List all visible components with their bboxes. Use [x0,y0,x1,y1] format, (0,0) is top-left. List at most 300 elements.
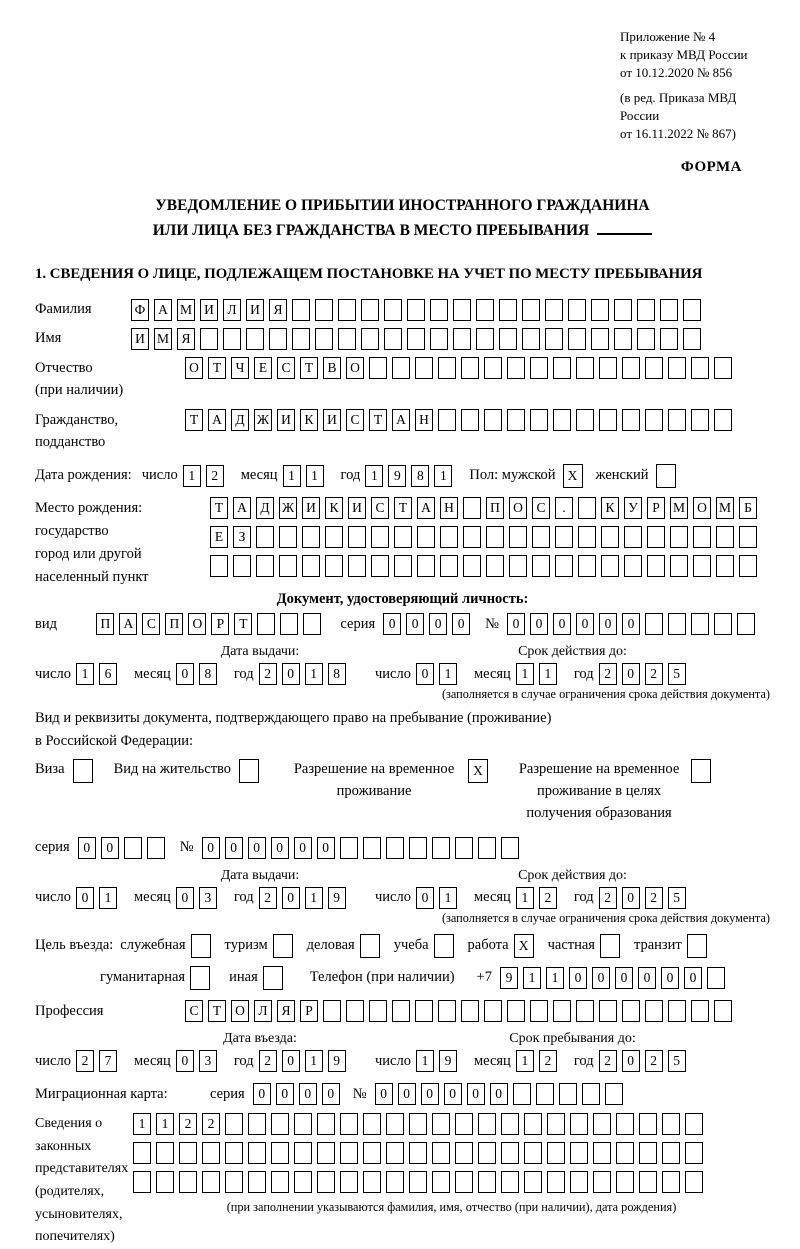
char-cell-filled[interactable]: 0 [202,837,220,859]
char-cell-filled[interactable]: 2 [599,887,617,909]
char-cell-empty[interactable] [361,299,379,321]
char-cell-filled[interactable]: И [200,299,218,321]
char-cell-empty[interactable] [430,299,448,321]
char-cell-empty[interactable] [455,1171,473,1193]
char-cell-empty[interactable] [417,526,435,548]
char-cell-filled[interactable]: С [185,1000,203,1022]
char-cell-filled[interactable]: Т [369,409,387,431]
char-cell-empty[interactable] [233,555,251,577]
char-cell-filled[interactable]: Ф [131,299,149,321]
char-cell-empty[interactable] [415,357,433,379]
char-cell-empty[interactable] [547,1113,565,1135]
char-cell-empty[interactable] [499,299,517,321]
char-cell-filled[interactable]: К [325,497,343,519]
char-cell-empty[interactable] [591,328,609,350]
char-cell-empty[interactable] [599,1000,617,1022]
char-cell-filled[interactable]: 0 [398,1083,416,1105]
char-cell-empty[interactable] [716,555,734,577]
char-cell-empty[interactable] [714,409,732,431]
char-cell-empty[interactable] [691,759,711,783]
char-cell-empty[interactable] [486,526,504,548]
char-cell-empty[interactable] [200,328,218,350]
char-cell-empty[interactable] [693,526,711,548]
char-cell-empty[interactable] [325,555,343,577]
char-cell-filled[interactable]: Я [177,328,195,350]
char-cell-filled[interactable]: И [323,409,341,431]
char-cell-empty[interactable] [501,1171,519,1193]
char-cell-empty[interactable] [530,357,548,379]
char-cell-empty[interactable] [668,613,686,635]
char-cell-empty[interactable] [461,409,479,431]
char-cell-empty[interactable] [271,1113,289,1135]
char-cell-filled[interactable]: 8 [411,465,429,487]
char-cell-filled[interactable]: 2 [202,1113,220,1135]
char-cell-empty[interactable] [605,1083,623,1105]
char-cell-empty[interactable] [478,1113,496,1135]
char-cell-filled[interactable]: Т [208,1000,226,1022]
char-cell-empty[interactable] [323,1000,341,1022]
char-cell-empty[interactable] [363,1113,381,1135]
char-cell-filled[interactable]: 0 [553,613,571,635]
char-cell-filled[interactable]: 2 [599,663,617,685]
char-cell-empty[interactable] [248,1142,266,1164]
char-cell-filled[interactable]: Р [211,613,229,635]
char-cell-empty[interactable] [507,409,525,431]
char-cell-filled[interactable]: 9 [328,887,346,909]
char-cell-empty[interactable] [273,934,293,958]
char-cell-filled[interactable]: 1 [439,887,457,909]
char-cell-empty[interactable] [340,837,358,859]
char-cell-empty[interactable] [478,1171,496,1193]
char-cell-filled[interactable]: 1 [283,465,301,487]
char-cell-empty[interactable] [463,497,481,519]
char-cell-filled[interactable]: Ч [231,357,249,379]
char-cell-filled[interactable]: 3 [199,1050,217,1072]
char-cell-empty[interactable] [614,328,632,350]
char-cell-empty[interactable] [271,1171,289,1193]
char-cell-empty[interactable] [714,613,732,635]
char-cell-empty[interactable] [338,328,356,350]
char-cell-empty[interactable] [547,1171,565,1193]
char-cell-empty[interactable] [369,1000,387,1022]
char-cell-empty[interactable] [348,526,366,548]
char-cell-filled[interactable]: И [348,497,366,519]
char-cell-empty[interactable] [256,526,274,548]
char-cell-filled[interactable]: . [555,497,573,519]
char-cell-filled[interactable]: 2 [259,663,277,685]
char-cell-empty[interactable] [691,357,709,379]
char-cell-filled[interactable]: 0 [375,1083,393,1105]
char-cell-filled[interactable]: О [231,1000,249,1022]
char-cell-empty[interactable] [363,837,381,859]
char-cell-empty[interactable] [637,328,655,350]
char-cell-empty[interactable] [639,1113,657,1135]
char-cell-empty[interactable] [739,526,757,548]
char-cell-empty[interactable] [392,357,410,379]
char-cell-empty[interactable] [645,613,663,635]
char-cell-empty[interactable] [524,1113,542,1135]
char-cell-empty[interactable] [179,1171,197,1193]
char-cell-filled[interactable]: 0 [416,663,434,685]
char-cell-empty[interactable] [582,1083,600,1105]
char-cell-empty[interactable] [501,837,519,859]
char-cell-empty[interactable] [279,555,297,577]
char-cell-empty[interactable] [553,357,571,379]
char-cell-filled[interactable]: 9 [328,1050,346,1072]
char-cell-empty[interactable] [576,409,594,431]
char-cell-empty[interactable] [622,1000,640,1022]
char-cell-filled[interactable]: С [532,497,550,519]
char-cell-filled[interactable]: М [716,497,734,519]
char-cell-empty[interactable] [662,1171,680,1193]
char-cell-empty[interactable] [593,1171,611,1193]
char-cell-empty[interactable] [593,1142,611,1164]
char-cell-filled[interactable]: 0 [276,1083,294,1105]
char-cell-empty[interactable] [438,409,456,431]
char-cell-empty[interactable] [576,357,594,379]
char-cell-empty[interactable] [409,1113,427,1135]
char-cell-empty[interactable] [302,526,320,548]
char-cell-empty[interactable] [714,357,732,379]
char-cell-filled[interactable]: 2 [599,1050,617,1072]
char-cell-filled[interactable]: 0 [530,613,548,635]
char-cell-empty[interactable] [616,1113,634,1135]
char-cell-empty[interactable] [509,526,527,548]
char-cell-empty[interactable] [360,934,380,958]
char-cell-empty[interactable] [340,1142,358,1164]
char-cell-filled[interactable]: 1 [546,967,564,989]
char-cell-filled[interactable]: И [277,409,295,431]
char-cell-filled[interactable]: Н [440,497,458,519]
char-cell-empty[interactable] [430,328,448,350]
char-cell-empty[interactable] [685,1113,703,1135]
char-cell-empty[interactable] [507,1000,525,1022]
char-cell-filled[interactable]: 1 [416,1050,434,1072]
char-cell-empty[interactable] [432,1171,450,1193]
char-cell-empty[interactable] [386,1113,404,1135]
char-cell-filled[interactable]: Л [223,299,241,321]
char-cell-empty[interactable] [668,1000,686,1022]
char-cell-filled[interactable]: 0 [248,837,266,859]
char-cell-filled[interactable]: О [346,357,364,379]
char-cell-filled[interactable]: П [486,497,504,519]
char-cell-empty[interactable] [279,526,297,548]
char-cell-empty[interactable] [407,299,425,321]
char-cell-filled[interactable]: Р [647,497,665,519]
char-cell-filled[interactable]: 0 [622,1050,640,1072]
char-cell-filled[interactable]: 0 [429,613,447,635]
char-cell-empty[interactable] [476,299,494,321]
char-cell-filled[interactable]: 2 [645,1050,663,1072]
char-cell-empty[interactable] [545,299,563,321]
char-cell-filled[interactable]: 0 [452,613,470,635]
char-cell-empty[interactable] [317,1171,335,1193]
char-cell-empty[interactable] [547,1142,565,1164]
char-cell-filled[interactable]: 7 [99,1050,117,1072]
char-cell-empty[interactable] [348,555,366,577]
char-cell-filled[interactable]: 0 [294,837,312,859]
char-cell-empty[interactable] [668,357,686,379]
char-cell-empty[interactable] [559,1083,577,1105]
char-cell-empty[interactable] [317,1113,335,1135]
char-cell-filled[interactable]: Ж [254,409,272,431]
char-cell-filled[interactable]: К [300,409,318,431]
char-cell-empty[interactable] [578,555,596,577]
char-cell-filled[interactable]: 0 [490,1083,508,1105]
char-cell-empty[interactable] [257,613,275,635]
char-cell-empty[interactable] [133,1142,151,1164]
char-cell-empty[interactable] [124,837,142,859]
char-cell-empty[interactable] [647,526,665,548]
char-cell-empty[interactable] [248,1171,266,1193]
char-cell-empty[interactable] [325,526,343,548]
char-cell-empty[interactable] [530,1000,548,1022]
char-cell-empty[interactable] [545,328,563,350]
char-cell-empty[interactable] [248,1113,266,1135]
char-cell-empty[interactable] [693,555,711,577]
char-cell-filled[interactable]: 0 [299,1083,317,1105]
char-cell-empty[interactable] [639,1142,657,1164]
char-cell-empty[interactable] [683,299,701,321]
char-cell-empty[interactable] [340,1171,358,1193]
char-cell-empty[interactable] [394,526,412,548]
char-cell-filled[interactable]: 1 [133,1113,151,1135]
char-cell-empty[interactable] [147,837,165,859]
char-cell-empty[interactable] [532,526,550,548]
char-cell-empty[interactable] [660,299,678,321]
char-cell-empty[interactable] [463,555,481,577]
char-cell-empty[interactable] [622,409,640,431]
char-cell-empty[interactable] [386,837,404,859]
char-cell-empty[interactable] [570,1142,588,1164]
char-cell-filled[interactable]: Д [256,497,274,519]
char-cell-empty[interactable] [386,1171,404,1193]
char-cell-filled[interactable]: С [142,613,160,635]
char-cell-empty[interactable] [578,497,596,519]
char-cell-filled[interactable]: 0 [383,613,401,635]
char-cell-empty[interactable] [409,837,427,859]
char-cell-empty[interactable] [303,613,321,635]
char-cell-filled[interactable]: 1 [183,465,201,487]
char-cell-filled[interactable]: 2 [76,1050,94,1072]
char-cell-empty[interactable] [647,555,665,577]
char-cell-empty[interactable] [601,526,619,548]
char-cell-empty[interactable] [660,328,678,350]
char-cell-filled[interactable]: 0 [416,887,434,909]
char-cell-filled[interactable]: 0 [406,613,424,635]
char-cell-filled[interactable]: 0 [467,1083,485,1105]
char-cell-filled[interactable]: 8 [199,663,217,685]
char-cell-empty[interactable] [409,1171,427,1193]
char-cell-empty[interactable] [707,967,725,989]
char-cell-filled[interactable]: 5 [668,887,686,909]
char-cell-filled[interactable]: 0 [592,967,610,989]
char-cell-filled[interactable]: Н [415,409,433,431]
char-cell-filled[interactable]: И [302,497,320,519]
char-cell-filled[interactable]: 0 [176,1050,194,1072]
char-cell-empty[interactable] [714,1000,732,1022]
char-cell-filled[interactable]: 2 [645,663,663,685]
char-cell-empty[interactable] [645,357,663,379]
char-cell-filled[interactable]: А [154,299,172,321]
char-cell-filled[interactable]: В [323,357,341,379]
char-cell-empty[interactable] [507,357,525,379]
char-cell-empty[interactable] [292,299,310,321]
char-cell-filled[interactable]: М [177,299,195,321]
char-cell-empty[interactable] [407,328,425,350]
char-cell-filled[interactable]: 0 [271,837,289,859]
char-cell-empty[interactable] [685,1142,703,1164]
char-cell-empty[interactable] [438,357,456,379]
char-cell-empty[interactable] [530,409,548,431]
char-cell-filled[interactable]: А [119,613,137,635]
char-cell-empty[interactable] [513,1083,531,1105]
char-cell-filled[interactable]: Т [210,497,228,519]
char-cell-empty[interactable] [386,1142,404,1164]
char-cell-empty[interactable] [338,299,356,321]
char-cell-empty[interactable] [384,328,402,350]
char-cell-filled[interactable]: 1 [439,663,457,685]
char-cell-empty[interactable] [294,1171,312,1193]
char-cell-filled[interactable]: 0 [638,967,656,989]
char-cell-filled[interactable]: 2 [259,887,277,909]
char-cell-filled[interactable]: Д [231,409,249,431]
char-cell-empty[interactable] [570,1171,588,1193]
char-cell-empty[interactable] [363,1142,381,1164]
char-cell-empty[interactable] [191,934,211,958]
char-cell-empty[interactable] [455,1113,473,1135]
char-cell-empty[interactable] [553,409,571,431]
char-cell-filled[interactable]: 9 [388,465,406,487]
char-cell-empty[interactable] [599,409,617,431]
char-cell-empty[interactable] [415,1000,433,1022]
char-cell-empty[interactable] [555,555,573,577]
char-cell-empty[interactable] [432,1113,450,1135]
char-cell-empty[interactable] [210,555,228,577]
char-cell-empty[interactable] [417,555,435,577]
char-cell-empty[interactable] [179,1142,197,1164]
char-cell-empty[interactable] [463,526,481,548]
char-cell-filled[interactable]: С [371,497,389,519]
char-cell-filled[interactable]: М [670,497,688,519]
char-cell-empty[interactable] [346,1000,364,1022]
char-cell-empty[interactable] [601,555,619,577]
char-cell-filled[interactable]: А [417,497,435,519]
char-cell-empty[interactable] [639,1171,657,1193]
char-cell-empty[interactable] [315,328,333,350]
char-cell-filled[interactable]: X [468,759,488,783]
char-cell-empty[interactable] [478,1142,496,1164]
char-cell-filled[interactable]: 1 [539,663,557,685]
char-cell-filled[interactable]: З [233,526,251,548]
char-cell-empty[interactable] [532,555,550,577]
char-cell-filled[interactable]: Т [234,613,252,635]
char-cell-filled[interactable]: 1 [523,967,541,989]
char-cell-empty[interactable] [394,555,412,577]
char-cell-filled[interactable]: О [693,497,711,519]
char-cell-empty[interactable] [223,328,241,350]
char-cell-filled[interactable]: А [233,497,251,519]
char-cell-empty[interactable] [624,526,642,548]
char-cell-empty[interactable] [225,1171,243,1193]
char-cell-empty[interactable] [645,409,663,431]
char-cell-filled[interactable]: О [509,497,527,519]
char-cell-empty[interactable] [600,934,620,958]
char-cell-filled[interactable]: 0 [576,613,594,635]
char-cell-empty[interactable] [294,1113,312,1135]
char-cell-empty[interactable] [683,328,701,350]
char-cell-filled[interactable]: Т [208,357,226,379]
char-cell-empty[interactable] [239,759,259,783]
char-cell-empty[interactable] [599,357,617,379]
char-cell-filled[interactable]: 0 [421,1083,439,1105]
char-cell-filled[interactable]: Т [394,497,412,519]
char-cell-empty[interactable] [263,966,283,990]
char-cell-empty[interactable] [156,1171,174,1193]
char-cell-filled[interactable]: 1 [434,465,452,487]
char-cell-empty[interactable] [280,613,298,635]
char-cell-filled[interactable]: 2 [206,465,224,487]
char-cell-filled[interactable]: 0 [253,1083,271,1105]
char-cell-filled[interactable]: 0 [599,613,617,635]
char-cell-filled[interactable]: 0 [282,663,300,685]
char-cell-empty[interactable] [578,526,596,548]
char-cell-empty[interactable] [294,1142,312,1164]
char-cell-empty[interactable] [616,1142,634,1164]
char-cell-filled[interactable]: 1 [305,663,323,685]
char-cell-filled[interactable]: И [131,328,149,350]
char-cell-empty[interactable] [484,357,502,379]
char-cell-empty[interactable] [670,555,688,577]
char-cell-empty[interactable] [524,1142,542,1164]
char-cell-empty[interactable] [317,1142,335,1164]
char-cell-filled[interactable]: X [563,464,583,488]
char-cell-empty[interactable] [570,1113,588,1135]
char-cell-filled[interactable]: О [185,357,203,379]
char-cell-empty[interactable] [685,1171,703,1193]
char-cell-filled[interactable]: П [165,613,183,635]
char-cell-empty[interactable] [440,555,458,577]
char-cell-empty[interactable] [133,1171,151,1193]
char-cell-empty[interactable] [461,357,479,379]
char-cell-filled[interactable]: 2 [179,1113,197,1135]
char-cell-filled[interactable]: 1 [305,1050,323,1072]
char-cell-empty[interactable] [438,1000,456,1022]
char-cell-filled[interactable]: 2 [539,1050,557,1072]
char-cell-empty[interactable] [392,1000,410,1022]
char-cell-filled[interactable]: 0 [622,613,640,635]
char-cell-filled[interactable]: 1 [516,887,534,909]
char-cell-empty[interactable] [432,837,450,859]
char-cell-empty[interactable] [614,299,632,321]
char-cell-filled[interactable]: 5 [668,663,686,685]
char-cell-filled[interactable]: С [277,357,295,379]
char-cell-empty[interactable] [501,1142,519,1164]
char-cell-filled[interactable]: Я [277,1000,295,1022]
char-cell-filled[interactable]: М [154,328,172,350]
char-cell-empty[interactable] [668,409,686,431]
char-cell-empty[interactable] [499,328,517,350]
char-cell-filled[interactable]: 0 [317,837,335,859]
char-cell-filled[interactable]: Л [254,1000,272,1022]
char-cell-filled[interactable]: 0 [322,1083,340,1105]
char-cell-filled[interactable]: 1 [76,663,94,685]
char-cell-filled[interactable]: 1 [306,465,324,487]
char-cell-empty[interactable] [522,328,540,350]
char-cell-filled[interactable]: 0 [76,887,94,909]
char-cell-filled[interactable]: 5 [668,1050,686,1072]
char-cell-filled[interactable]: Б [739,497,757,519]
